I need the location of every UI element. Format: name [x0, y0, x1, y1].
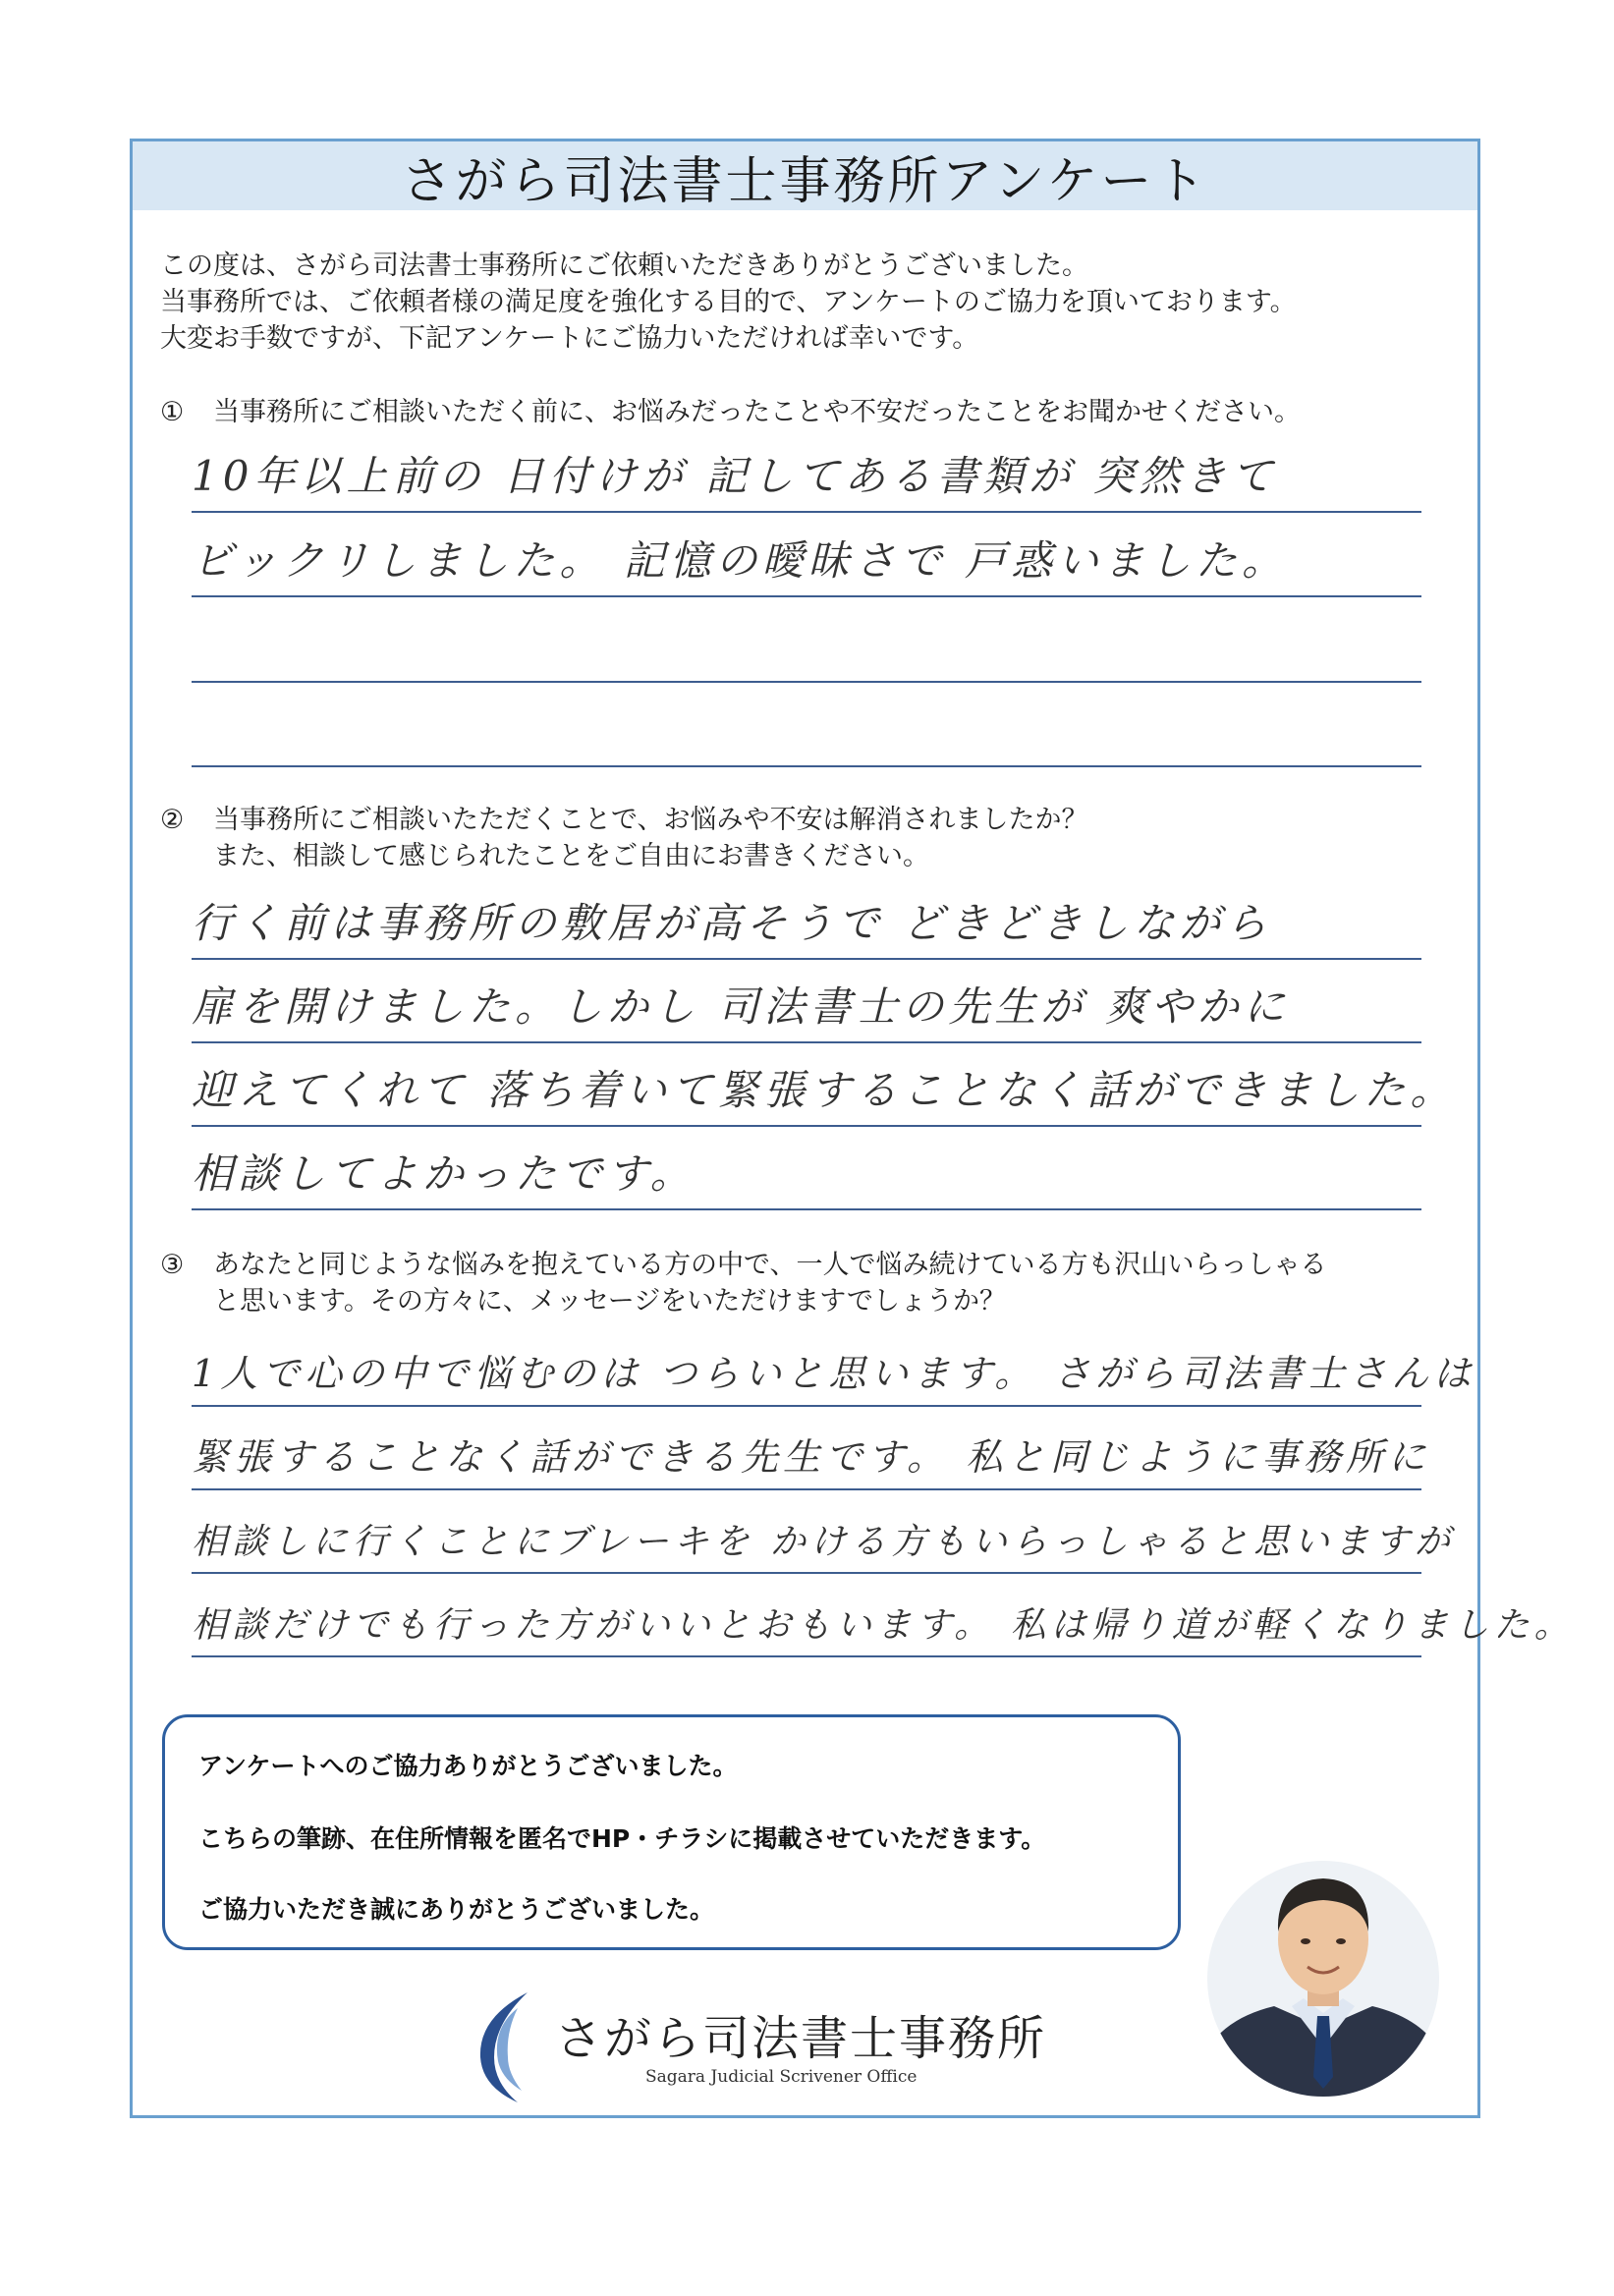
handwritten-answer: 1人で心の中で悩むのは つらいと思います。 さがら司法書士さんは [192, 1352, 1476, 1395]
thanks-bubble [162, 1714, 1181, 1950]
handwritten-answer: 相談しに行くことにブレーキを かける方もいらっしゃると思いますが [192, 1522, 1456, 1562]
title-band [133, 141, 1477, 210]
answer-line [192, 691, 1421, 767]
question-text: と思います。その方々に、メッセージをいただけますでしょうか？ [213, 1286, 1007, 1316]
bubble-line: ご協力いただき誠にありがとうございました。 [198, 1895, 715, 1924]
answer-line [192, 436, 1421, 513]
handwritten-answer: 緊張することなく話ができる先生です。 私と同じように事務所に [192, 1435, 1431, 1479]
answer-line [192, 967, 1421, 1043]
answer-line [192, 521, 1421, 597]
question-text: あなたと同じような悩みを抱えている方の中で、一人で悩み続けている方も沢山いらっしゃる [213, 1250, 1327, 1280]
intro-text [160, 248, 1457, 357]
bubble-line: こちらの筆跡、在住所情報を匿名でHP・チラシに掲載させていただきます。 [198, 1824, 1046, 1853]
handwritten-answer: 10年以上前の 日付けが 記してある書類が 突然きて [192, 452, 1278, 500]
question-text: 当事務所にご相談いただく前に、お悩みだったことや不安だったことをお聞かせください。 [213, 397, 1301, 427]
answer-line [192, 1581, 1575, 1657]
answer-line [192, 1134, 1421, 1210]
answer-line [192, 1414, 1431, 1490]
bubble-line: アンケートへのご協力ありがとうございました。 [198, 1752, 738, 1780]
intro-line: 当事務所では、ご依頼者様の満足度を強化する目的で、アンケートのご協力を頂いております。 [160, 287, 1297, 317]
survey-frame [130, 139, 1575, 2118]
page-title: さがら司法書士事務所アンケート [401, 151, 1209, 211]
handwritten-answer: 相談してよかったです。 [192, 1149, 696, 1198]
intro-line: 大変お手数ですが、下記アンケートにご協力いただければ幸いです。 [160, 323, 979, 354]
handwritten-answer: 扉を開けました。しかし 司法書士の先生が 爽やかに [192, 982, 1290, 1031]
logo-name: さがら司法書士事務所 [555, 2011, 1047, 2066]
question-3 [160, 1247, 1457, 1319]
question-number: ③ [160, 1250, 185, 1280]
handwritten-answer: 行く前は事務所の敷居が高そうで どきどきしながら [192, 899, 1272, 947]
handwritten-answer: 迎えてくれて 落ち着いて緊張することなく話ができました。 [192, 1066, 1457, 1114]
answer-line [192, 1050, 1457, 1127]
question-2 [160, 802, 1457, 874]
intro-line: この度は、さがら司法書士事務所にご依頼いただきありがとうございました。 [160, 251, 1088, 281]
answer-line [192, 606, 1421, 683]
answer-line [192, 883, 1421, 960]
question-text: 当事務所にご相談いたただくことで、お悩みや不安は解消されましたか？ [213, 805, 1088, 835]
answer-line [192, 1497, 1456, 1574]
handwritten-answer: 相談だけでも行った方がいいとおもいます。 私は帰り道が軽くなりました。 [192, 1605, 1575, 1646]
question-text: また、相談して感じられたことをご自由にお書きください。 [213, 841, 929, 871]
office-logo [459, 1988, 1087, 2106]
answer-line [192, 1330, 1476, 1407]
logo-swoosh-icon [459, 1988, 547, 2106]
question-1 [160, 394, 1457, 430]
handwritten-answer: ビックリしました。 記憶の曖昧さで 戸惑いました。 [192, 536, 1289, 585]
logo-english: Sagara Judicial Scrivener Office [645, 2067, 918, 2087]
question-number: ① [160, 397, 185, 427]
lawyer-portrait [1205, 1841, 1441, 2097]
question-number: ② [160, 805, 185, 835]
